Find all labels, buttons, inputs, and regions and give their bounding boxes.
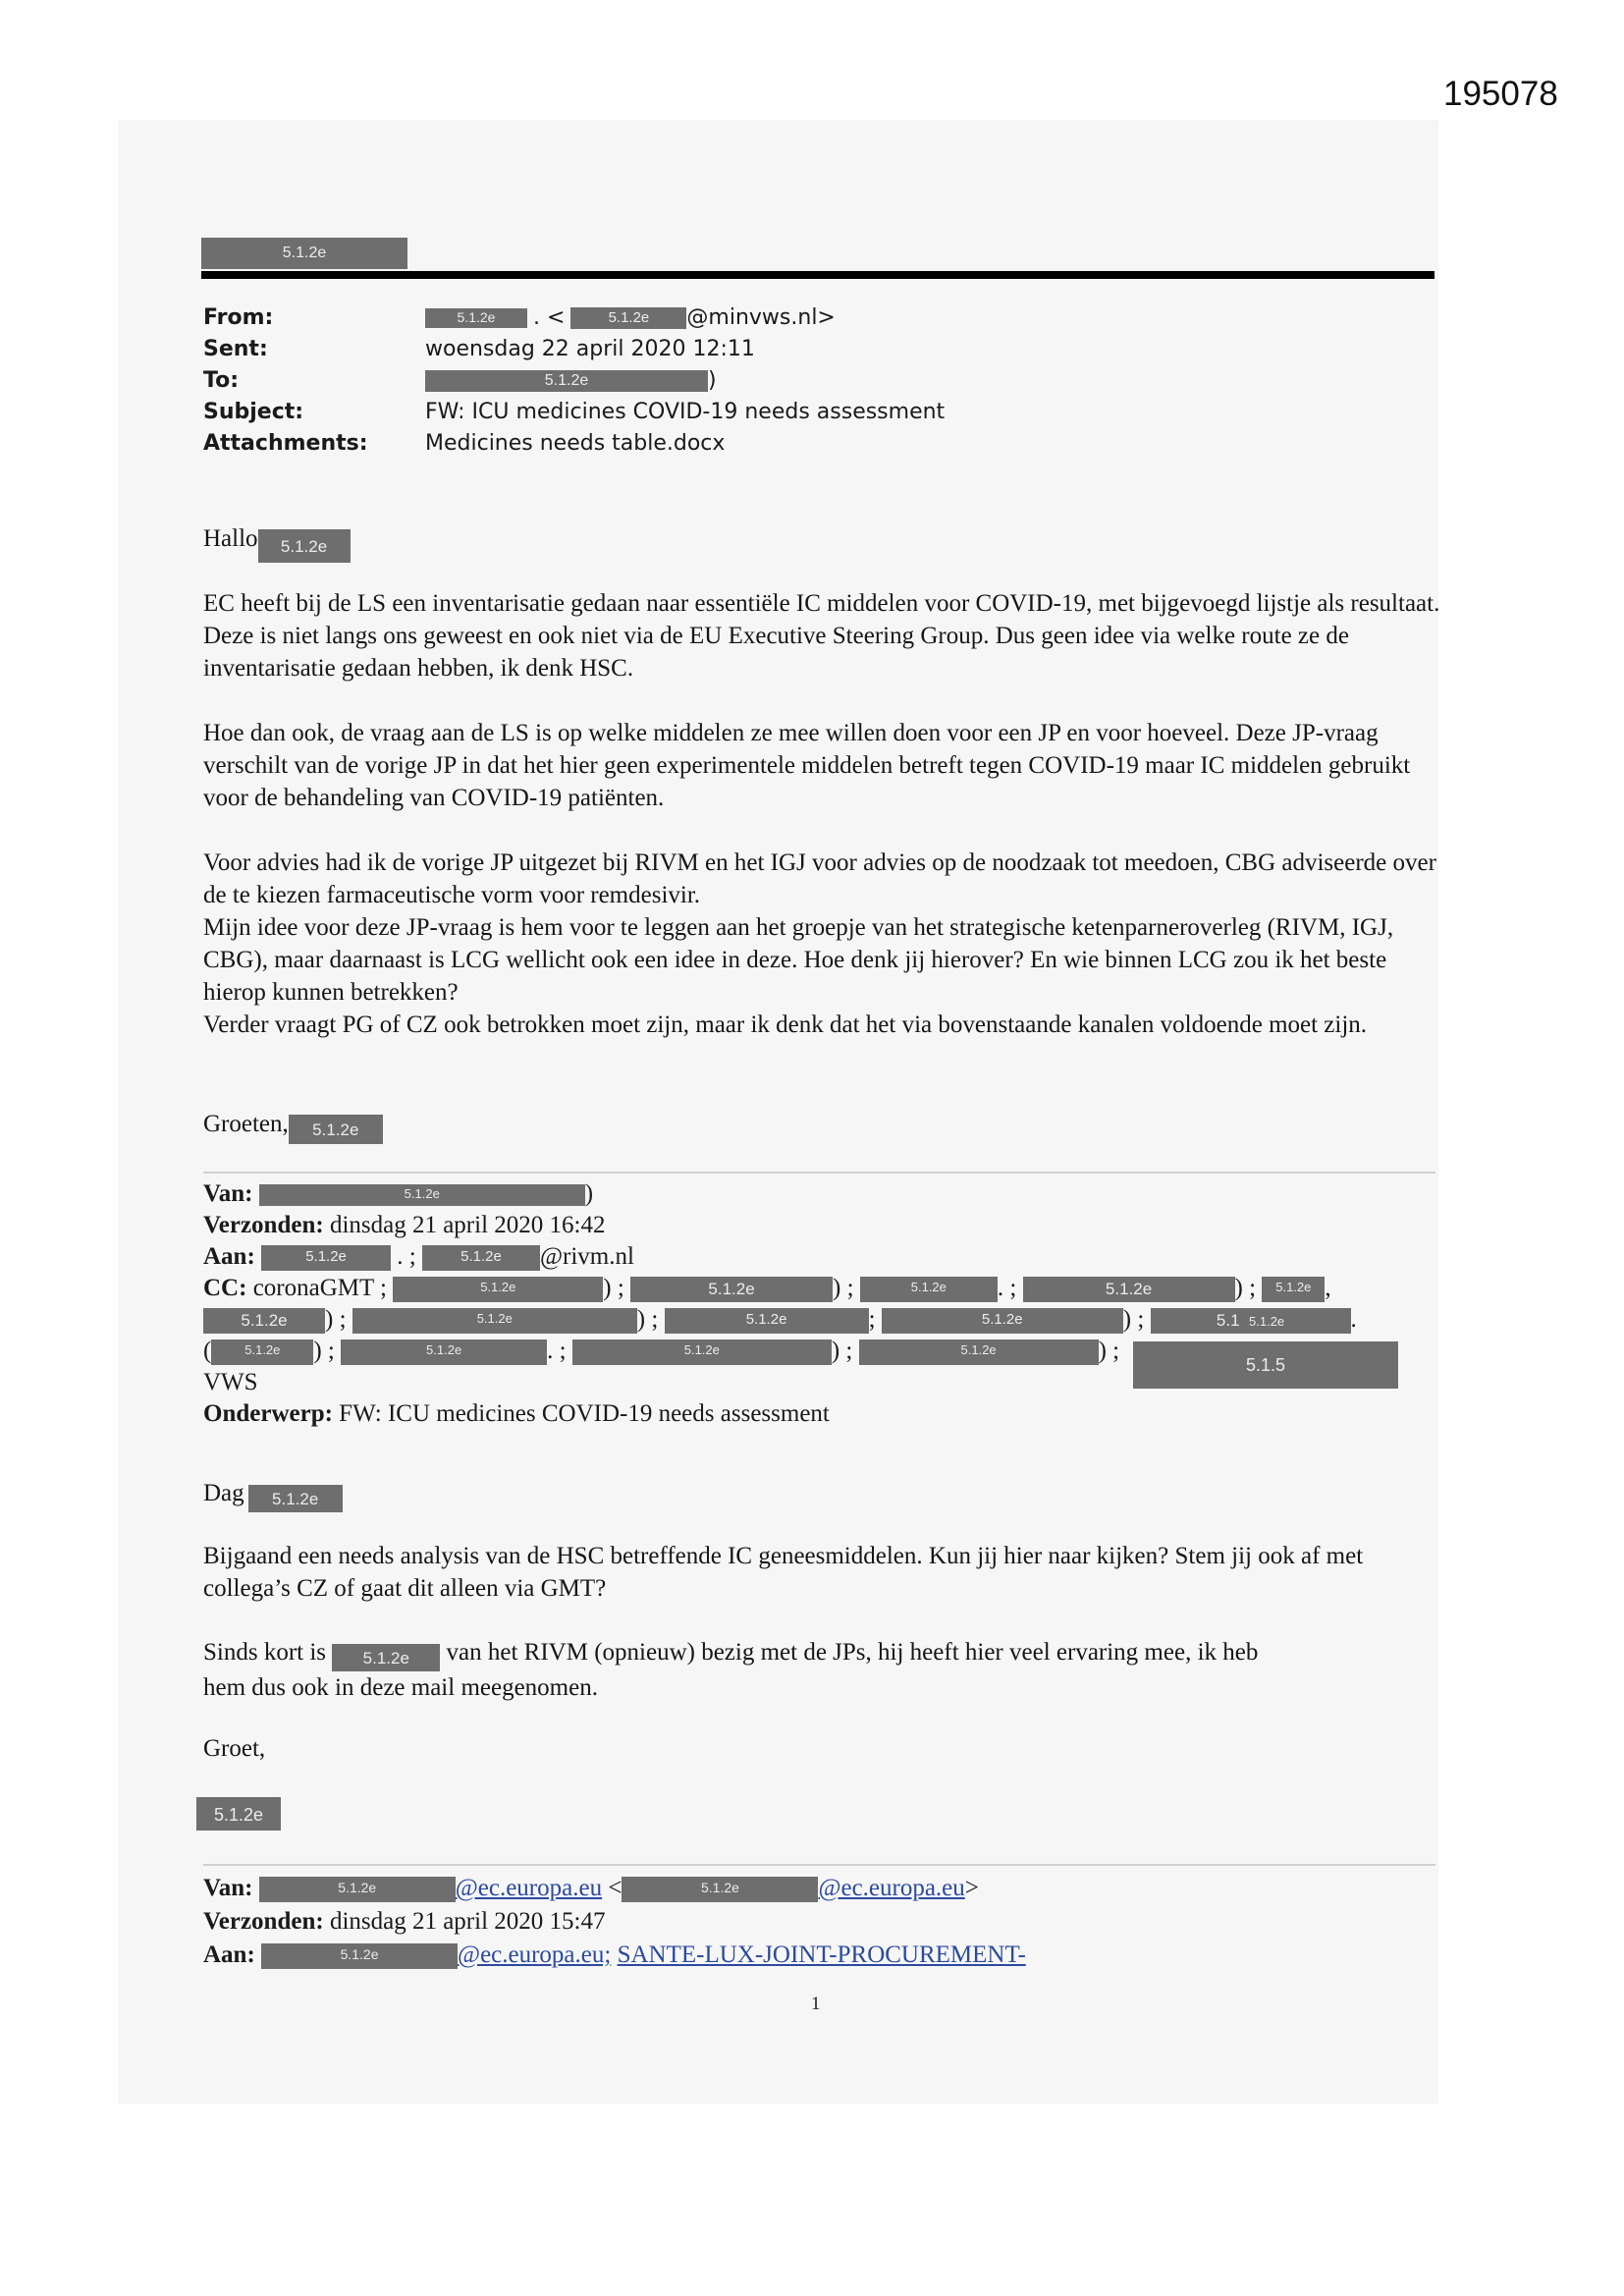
cc-sep-14: ) ; (1098, 1338, 1120, 1364)
paragraph-5: Verder vraagt PG of CZ ook betrokken moet zijn, maar ik denk dat het via bovenstaande kanalen voldoende moet zijn. (203, 1011, 1368, 1038)
fw1-van-label: Van: (203, 1180, 253, 1207)
redaction-cc-8: 5.1.2e (665, 1308, 869, 1334)
cc-sep-6: ) ; (325, 1306, 347, 1333)
fw1-greeting-line (203, 1477, 1445, 1512)
fw1-verzonden-row (203, 1210, 1445, 1241)
redaction-fw2-aan: 5.1.2e (261, 1943, 458, 1969)
fw2-gt: > (964, 1875, 979, 1901)
fw1-p2-pre: Sinds kort is (203, 1639, 327, 1666)
attachments-label: Attachments: (203, 431, 368, 456)
redaction-cc-11: 5.1.2e (211, 1339, 313, 1365)
fw1-closing: Groet, (203, 1735, 266, 1762)
subject-label: Subject: (203, 400, 304, 424)
redaction-fw1-van: 5.1.2e (259, 1184, 585, 1206)
redaction-cc-3: 5.1.2e (860, 1277, 998, 1302)
redaction-fw2-van-1: 5.1.2e (259, 1877, 456, 1902)
cc-sep-10: . (1350, 1306, 1357, 1333)
closing: Groeten, (203, 1111, 289, 1137)
greeting: Hallo (203, 525, 258, 552)
cc-sep-11: ) ; (313, 1338, 335, 1364)
sent-value: woensdag 22 april 2020 12:11 (425, 337, 755, 361)
redaction-fw1-greeting: 5.1.2e (248, 1485, 343, 1512)
fw2-aan-row (203, 1939, 1445, 1972)
redaction-fw2-van-2: 5.1.2e (622, 1877, 818, 1902)
fw2-verzonden-row (203, 1905, 1445, 1939)
redaction-cc-7: 5.1.2e (352, 1308, 637, 1334)
redaction-recipient: 5.1.2e (258, 529, 351, 563)
fw1-paragraph-2 (203, 1636, 1445, 1704)
fw1-cc-row (203, 1273, 1445, 1304)
redaction-cc-5: 5.1.2e (1262, 1277, 1325, 1302)
forwarded-headers-1 (203, 1178, 1445, 1430)
redaction-515: 5.1.5 (1133, 1341, 1398, 1389)
separator-line (203, 1172, 1435, 1174)
redaction-fw1-aan-2: 5.1.2e (422, 1245, 540, 1271)
cc-sep-2: ) ; (833, 1275, 854, 1301)
from-separator: . < (533, 305, 566, 330)
fw1-aan-row (203, 1241, 1445, 1273)
from-row (203, 302, 945, 334)
fw1-greeting: Dag (203, 1480, 244, 1506)
redaction-cc-14: 5.1.2e (859, 1339, 1099, 1365)
cc-sep-7: ) ; (636, 1306, 659, 1333)
fw1-aan-label: Aan: (203, 1243, 255, 1270)
redaction-cc-13: 5.1.2e (572, 1339, 832, 1365)
fw1-cc-first: coronaGMT ; (252, 1275, 388, 1301)
fw1-onderwerp-label: Onderwerp: (203, 1400, 333, 1427)
fw2-aan-list[interactable]: SANTE-LUX-JOINT-PROCUREMENT- (617, 1941, 1026, 1968)
fw1-aan-sep: . ; (397, 1243, 416, 1270)
cc-sep-1: ) ; (603, 1275, 624, 1301)
paragraph-1: EC heeft bij de LS een inventarisatie gedaan naar essentiële IC middelen voor COVID-19, met bijgevoegd lijstje als resultaat. Deze is niet langs ons geweest en ook niet via de EU Executive Steering Group. Dus geen idee via welke route ze de inventarisatie gedaan hebben, ik denk HSC. (203, 590, 1440, 682)
cc-sep-4: ) ; (1234, 1275, 1257, 1301)
fw2-van-label: Van: (203, 1875, 253, 1901)
cc-sep-13: ) ; (831, 1338, 853, 1364)
cc-sep-3: . ; (997, 1275, 1017, 1301)
paragraph-4: Mijn idee voor deze JP-vraag is hem voor te leggen aan het groepje van het strategische ketenparneroverleg (RIVM, IGJ, CBG), maar daarnaast is LCG wellicht ook een idee in deze. Hoe denk jij hierover? En wie binnen LCG zou ik het beste hierop kunnen betrekken? (203, 914, 1394, 1006)
paragraph-2: Hoe dan ook, de vraag aan de LS is op welke middelen ze mee willen doen voor een JP en voor hoeveel. Deze JP-vraag verschilt van de vorige JP in dat het hier geen experimentele middelen betreft tegen COVID-19 maar IC middelen gebruikt voor de behandeling van COVID-19 patiënten. (203, 720, 1411, 811)
closing-line (203, 1108, 1445, 1144)
fw1-cc-row-2 (203, 1304, 1445, 1336)
separator-line-2 (203, 1864, 1435, 1866)
attachments-value: Medicines needs table.docx (425, 431, 726, 456)
redaction-cc-12: 5.1.2e (341, 1339, 547, 1365)
redaction-cc-10-code: 5.1.2e (1249, 1314, 1285, 1330)
redaction-fw1-signature: 5.1.2e (196, 1797, 281, 1831)
redaction-cc-10 (1151, 1308, 1351, 1334)
cc-sep-9: ) ; (1122, 1306, 1145, 1333)
subject-row (203, 397, 945, 428)
cc-open-paren: ( (203, 1338, 212, 1364)
fw1-onderwerp-row (203, 1398, 1445, 1430)
cc-sep-12: . ; (547, 1338, 567, 1364)
to-suffix: ) (708, 368, 717, 393)
paragraph-3: Voor advies had ik de vorige JP uitgezet bij RIVM en het IGJ voor advies op de noodzaak tot meedoen, CBG adviseerde over de te kiezen farmaceutische vorm voor remdesivir. (203, 849, 1436, 908)
fw2-van-domain-2[interactable]: @ec.europa.eu (818, 1875, 965, 1901)
header-rule (201, 271, 1435, 279)
to-label: To: (203, 368, 239, 393)
cc-sep-8: ; (868, 1306, 876, 1333)
from-domain: @minvws.nl> (686, 305, 836, 330)
fw2-verzonden-value: dinsdag 21 april 2020 15:47 (329, 1908, 606, 1935)
redaction-fw1-aan-1: 5.1.2e (261, 1245, 391, 1271)
email-headers (203, 302, 945, 460)
fw1-p2-line2: hem dus ook in deze mail meegenomen. (203, 1674, 598, 1701)
redaction-cc-10-text: 5.1 (1216, 1311, 1240, 1331)
redaction-fw1-p2: 5.1.2e (332, 1644, 440, 1671)
fw1-van-row (203, 1178, 1445, 1210)
fw1-paragraph-1: Bijgaand een needs analysis van de HSC betreffende IC geneesmiddelen. Kun jij hier naar kijken? Stem jij ook af met collega’s CZ of gaat dit alleen via GMT? (203, 1543, 1364, 1602)
fw2-van-row (203, 1872, 1445, 1905)
redaction-signature: 5.1.2e (289, 1115, 383, 1144)
sent-label: Sent: (203, 337, 268, 361)
fw2-aan-domain[interactable]: @ec.europa.eu; (458, 1941, 612, 1968)
redaction-from-email: 5.1.2e (570, 307, 686, 329)
fw1-van-suffix: ) (584, 1180, 594, 1207)
greeting-line (203, 522, 1445, 563)
cc-sep-5: , (1325, 1275, 1331, 1301)
redaction-sender-name: 5.1.2e (201, 238, 407, 269)
fw1-onderwerp-value: FW: ICU medicines COVID-19 needs assessment (339, 1400, 830, 1427)
fw1-verzonden-value: dinsdag 21 april 2020 16:42 (329, 1212, 606, 1238)
redaction-to: 5.1.2e (425, 370, 708, 392)
fw1-cc-label: CC: (203, 1275, 247, 1301)
fw2-lt: < (608, 1875, 623, 1901)
redaction-cc-4: 5.1.2e (1023, 1277, 1235, 1302)
attachments-row (203, 428, 945, 460)
redaction-from-name: 5.1.2e (425, 308, 527, 328)
fw1-verzonden-label: Verzonden: (203, 1212, 324, 1238)
to-row (203, 365, 945, 397)
fw2-van-domain-1[interactable]: @ec.europa.eu (455, 1875, 603, 1901)
page-number: 1 (811, 1994, 821, 2014)
fw2-aan-label: Aan: (203, 1941, 255, 1968)
redaction-cc-2: 5.1.2e (630, 1277, 833, 1302)
forwarded-headers-2 (203, 1872, 1445, 1972)
from-label: From: (203, 305, 274, 330)
redaction-cc-9: 5.1.2e (882, 1308, 1123, 1334)
sent-row (203, 334, 945, 365)
subject-value: FW: ICU medicines COVID-19 needs assessment (425, 400, 946, 424)
document-number: 195078 (1443, 75, 1558, 113)
fw2-verzonden-label: Verzonden: (203, 1908, 324, 1935)
redaction-cc-6: 5.1.2e (203, 1308, 325, 1334)
fw1-aan-domain: @rivm.nl (540, 1243, 634, 1270)
fw1-vws: VWS (203, 1369, 258, 1395)
redaction-cc-1: 5.1.2e (393, 1277, 603, 1302)
fw1-p2-post: van het RIVM (opnieuw) bezig met de JPs, hij heeft hier veel ervaring mee, ik heb (446, 1639, 1259, 1666)
